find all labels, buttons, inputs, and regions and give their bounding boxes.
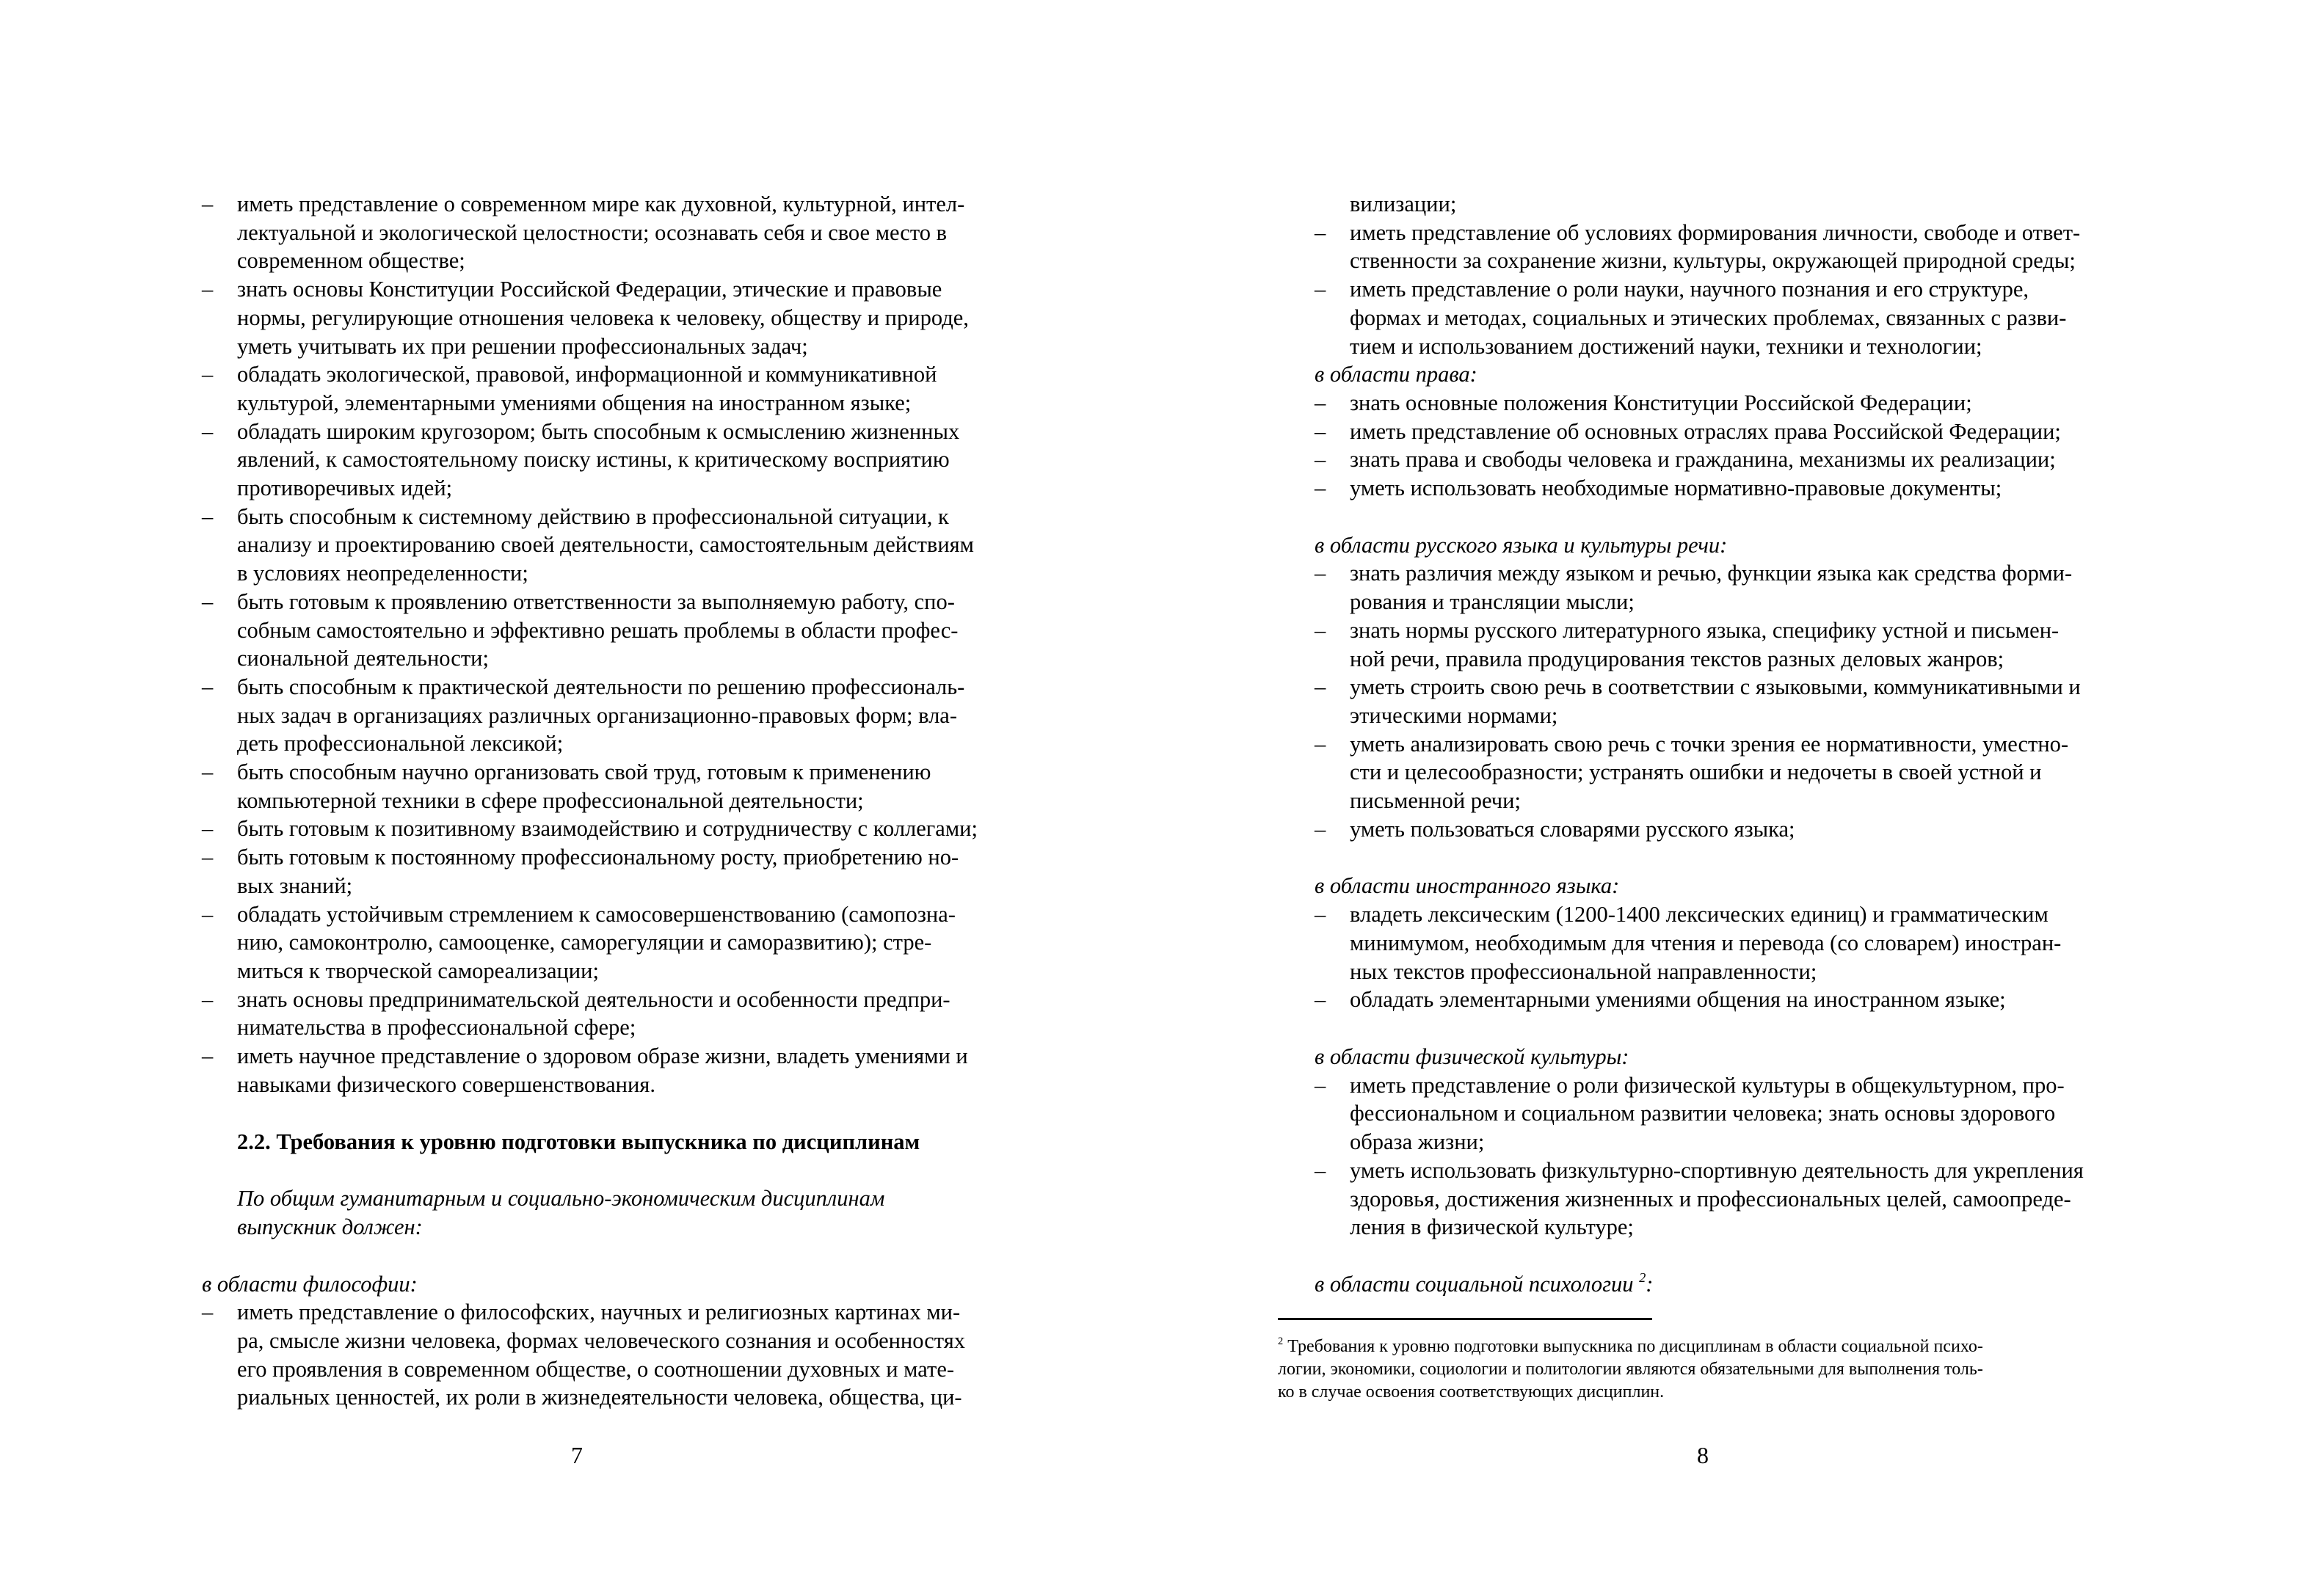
list-item-line: – быть способным к системному действию в профессиональной ситуации, к: [237, 503, 949, 529]
philosophy-list: [202, 1298, 1037, 1412]
page-number-left: 7: [571, 1442, 583, 1468]
russian-list: [1315, 559, 2160, 843]
list-item: [1315, 985, 2160, 1014]
list-item-line: ра, смысле жизни человека, формах человеческого сознания и особенностях: [237, 1328, 966, 1354]
list-item-line: нормы, регулирующие отношения человека к человеку, обществу и природе,: [237, 305, 969, 330]
list-item: [202, 418, 1037, 503]
list-item: [202, 1042, 1037, 1098]
list-item-line: – быть способным научно организовать свой труд, готовым к применению: [237, 759, 931, 785]
list-item-line: сиональной деятельности;: [237, 646, 489, 671]
list-item-line: уметь учитывать их при решении профессиональных задач;: [237, 333, 808, 359]
list-item-line: лектуальной и экологической целостности; осознавать себя и свое место в: [237, 219, 948, 245]
list-item-line: фессиональном и социальном развитии человека; знать основы здорового: [1350, 1101, 2056, 1126]
footnote-mark: 2: [1278, 1335, 1284, 1347]
list-item-line: компьютерной техники в сфере профессиональной деятельности;: [237, 787, 864, 813]
list-item: [202, 588, 1037, 673]
list-item: [202, 275, 1037, 360]
list-item-line: – иметь представление о современном мире как духовной, культурной, интел-: [237, 192, 965, 216]
list-item: [1315, 474, 2160, 503]
list-item: [1315, 616, 2160, 673]
list-item-line: ных текстов профессиональной направленности;: [1350, 958, 1817, 984]
list-item-line: ной речи, правила продуцирования текстов разных деловых жанров;: [1350, 646, 2004, 671]
list-item: [202, 1298, 1037, 1412]
list-item-line: деть профессиональной лексикой;: [237, 731, 564, 757]
list-item: [1315, 559, 2160, 616]
list-item-line: – обладать элементарными умениями общения на иностранном языке;: [1350, 987, 2006, 1013]
list-item-line: ственности за сохранение жизни, культуры, окружающей природной среды;: [1350, 248, 2076, 274]
list-item-line: – знать нормы русского литературного языка, специфику устной и письмен-: [1350, 617, 2060, 643]
philosophy-heading: в области философии:: [202, 1271, 418, 1297]
list-item-line: миться к творческой самореализации;: [237, 958, 599, 983]
list-item-line: рования и трансляции мысли;: [1350, 589, 1635, 615]
list-item-line: – уметь анализировать свою речь с точки зрения ее нормативности, уместно-: [1350, 731, 2069, 757]
list-item: [202, 843, 1037, 900]
list-item-line: анализу и проектированию своей деятельности, самостоятельным действиям: [237, 532, 974, 558]
list-item-line: – уметь пользоваться словарями русского языка;: [1350, 816, 1795, 842]
law-heading: в области права:: [1315, 362, 1477, 387]
list-item-line: вых знаний;: [237, 872, 353, 898]
list-item-line: его проявления в современном обществе, о соотношении духовных и мате-: [237, 1356, 955, 1382]
list-item-line: в условиях неопределенности;: [237, 561, 528, 586]
list-item-line: – обладать устойчивым стремлением к самосовершенствованию (самопозна-: [237, 901, 956, 927]
footnote-rule: [1278, 1318, 1652, 1320]
list-item-line: – иметь представление о роли науки, научного познания и его структуре,: [1350, 277, 2029, 302]
list-item-line: собным самостоятельно и эффективно решать проблемы в области профес-: [237, 617, 959, 643]
list-item: [202, 503, 1037, 588]
list-item-line: нию, самоконтролю, самооценке, саморегуляции и саморазвитию); стре-: [237, 930, 932, 955]
list-item-line: – быть готовым к проявлению ответственности за выполняемую работу, спо-: [237, 589, 955, 614]
list-item-line: – знать права и свободы человека и гражданина, механизмы их реализации;: [1350, 447, 2056, 473]
list-item: [1315, 730, 2160, 815]
list-item: [202, 673, 1037, 758]
list-item-line: – иметь представление об условиях формирования личности, свободе и ответ-: [1350, 219, 2081, 245]
physical-heading: в области физической культуры:: [1315, 1043, 1629, 1069]
list-item-line: – иметь представление о философских, научных и религиозных картинах ми-: [237, 1300, 961, 1325]
list-item: [1315, 900, 2160, 985]
list-item-line: навыками физического совершенствования.: [237, 1071, 655, 1097]
footnote: $^2$ Требования к уровню подготовки выпускника по дисциплинам в области социальной психо- логии, экономики, социологии и политологии являются обязательными для выполнения толь- ко в случае освоения соответствующих дисциплин.: [1278, 1335, 1983, 1402]
list-item-line: – знать основы Конституции Российской Федерации, этические и правовые: [237, 277, 942, 302]
list-item: [1315, 418, 2160, 446]
list-item-line: нимательства в профессиональной сфере;: [237, 1015, 636, 1041]
physical-list: [1315, 1071, 2160, 1242]
list-item-line: – иметь представление о роли физической культуры в общекультурном, про-: [1350, 1072, 2065, 1098]
list-item-line: – уметь строить свою речь в соответствии с языковыми, коммуникативными и: [1350, 674, 2081, 700]
footnote-ref: 2: [1639, 1270, 1646, 1286]
right-page-text: [1315, 190, 2160, 1299]
section-intro: По общим гуманитарным и социально-экономическим дисциплинам выпускник должен:: [237, 1186, 885, 1239]
foreign-list: [1315, 900, 2160, 1014]
list-item: [1315, 1071, 2160, 1156]
list-item: [202, 758, 1037, 815]
russian-heading: в области русского языка и культуры речи:: [1315, 532, 1728, 558]
foreign-heading: в области иностранного языка:: [1315, 873, 1620, 899]
list-item: [1315, 815, 2160, 844]
list-item-line: противоречивых идей;: [237, 475, 453, 501]
continuation-line: вилизации;: [1350, 192, 1457, 216]
list-item-line: – знать различия между языком и речью, функции языка как средства форми-: [1350, 561, 2073, 586]
list-item-line: ления в физической культуре;: [1350, 1214, 1634, 1240]
list-item-line: – уметь использовать необходимые нормативно-правовые документы;: [1350, 475, 2002, 501]
philosophy-list-continued: [1315, 219, 2160, 361]
list-item-line: образа жизни;: [1350, 1129, 1485, 1155]
list-item-line: тием и использованием достижений науки, техники и технологии;: [1350, 333, 1982, 359]
page-number-right: 8: [1697, 1442, 1709, 1468]
list-item: [1315, 389, 2160, 418]
law-list: [1315, 389, 2160, 503]
list-item-line: – обладать широким кругозором; быть способным к осмыслению жизненных: [237, 418, 960, 444]
social-heading: в области социальной психологии $^2$:: [1315, 1270, 1654, 1297]
list-item-line: – владеть лексическим (1200-1400 лексических единиц) и грамматическим: [1350, 902, 2049, 928]
list-item-line: ных задач в организациях различных организационно-правовых форм; вла-: [237, 702, 957, 728]
list-item: [202, 360, 1037, 417]
list-item-line: – уметь использовать физкультурно-спортивную деятельность для укрепления: [1350, 1157, 2084, 1183]
list-item-line: культурой, элементарными умениями общения на иностранном языке;: [237, 390, 912, 415]
list-item-line: сти и целесообразности; устранять ошибки и недочеты в своей устной и: [1350, 759, 2042, 785]
list-item-line: – иметь представление об основных отраслях права Российской Федерации;: [1350, 418, 2061, 444]
list-item-line: – знать основы предпринимательской деятельности и особенности предпри-: [237, 986, 950, 1012]
list-item-line: – знать основные положения Конституции Российской Федерации;: [1350, 390, 1972, 415]
list-item-line: современном обществе;: [237, 248, 465, 274]
list-item-line: минимумом, необходимым для чтения и перевода (со словарем) иностран-: [1350, 930, 2062, 955]
list-item: [202, 900, 1037, 985]
list-item-line: – быть готовым к позитивному взаимодействию и сотрудничеству с коллегами;: [237, 816, 978, 842]
list-item: [1315, 673, 2160, 729]
competency-list: [202, 190, 1037, 1099]
section-title: 2.2. Требования к уровню подготовки выпускника по дисциплинам: [237, 1129, 920, 1154]
list-item-line: – быть готовым к постоянному профессиональному росту, приобретению но-: [237, 845, 959, 870]
list-item-line: здоровья, достижения жизненных и профессиональных целей, самоопреде-: [1350, 1186, 2071, 1211]
list-item-line: – быть способным к практической деятельности по решению профессиональ-: [237, 674, 965, 699]
list-item: [202, 985, 1037, 1042]
list-item-line: этическими нормами;: [1350, 702, 1558, 728]
list-item: [1315, 1156, 2160, 1242]
list-item-line: – обладать экологической, правовой, информационной и коммуникативной: [237, 362, 937, 387]
list-item-line: формах и методах, социальных и этических проблемах, связанных с разви-: [1350, 305, 2067, 330]
list-item-line: – иметь научное представление о здоровом образе жизни, владеть умениями и: [237, 1043, 968, 1069]
list-item: [1315, 219, 2160, 275]
list-item: [1315, 445, 2160, 474]
list-item-line: письменной речи;: [1350, 788, 1521, 814]
list-item: [202, 815, 1037, 843]
list-item-line: риальных ценностей, их роли в жизнедеятельности человека, общества, ци-: [237, 1385, 962, 1410]
list-item-line: явлений, к самостоятельному поиску истины, к критическому восприятию: [237, 447, 950, 473]
list-item: [1315, 275, 2160, 360]
left-page-text: [202, 190, 1037, 1412]
list-item: [202, 190, 1037, 275]
